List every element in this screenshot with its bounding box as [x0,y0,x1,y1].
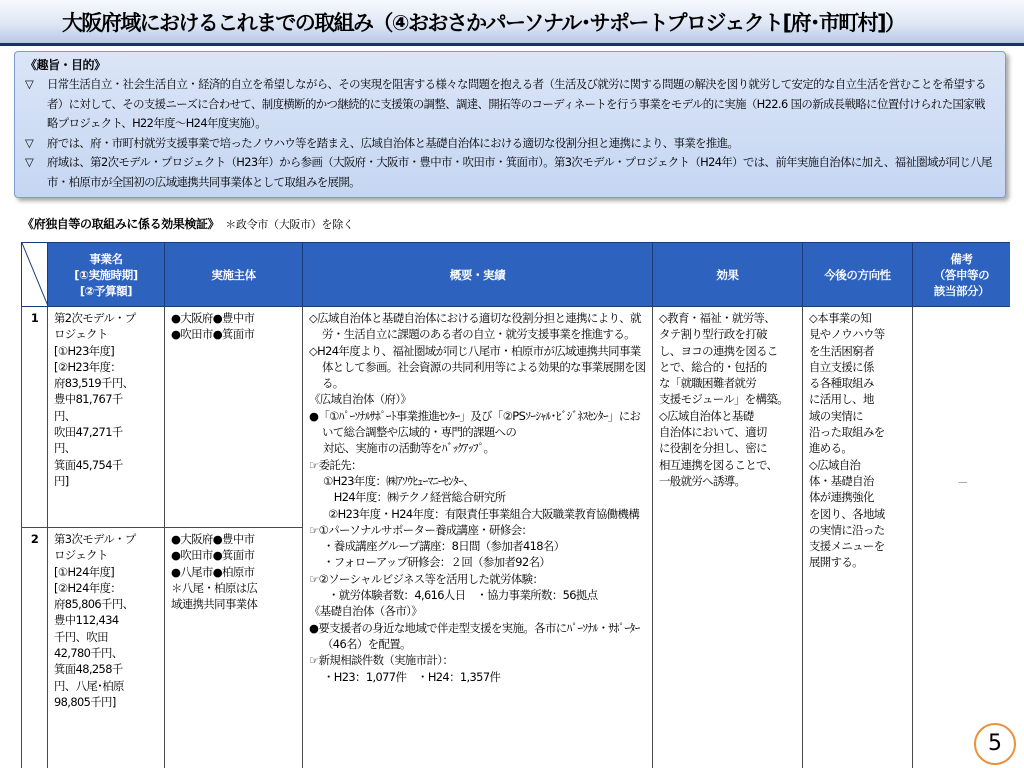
direction-line: 自立支援に係 [809,359,874,374]
project-name-line: 42,780千円、 [54,646,123,661]
purpose-heading: 《趣旨・目的》 [25,58,106,72]
summary-line: ◇H24年度より、福祉圏域が同じ八尾市・柏原市が広域連携共同事業体として参画。社会資源の共同利用等による効果的な事業展開を図る。 [309,343,646,391]
summary-line: ・H23：1,077件 ・H24：1,357件 [323,669,501,684]
direction-line: ◇広域自治 [809,457,861,472]
effect-line: 支援モジュール」を構築。 [659,392,789,407]
direction-line: を生活困窮者 [809,343,874,358]
purpose-paragraph: ▽ 府域は、第2次モデル・プロジェクト（H23年）から参画（大阪府・大阪市・豊中市・吹田市・箕面市）。第3次モデル・プロジェクト（H24年）では、前年実施自治体に加え、福祉圏域が同じ八尾市・柏原市が全国初の広域連携共同事業体として取組みを展開。 [25,155,992,189]
direction-line: 見やノウハウ等 [809,327,885,342]
project-name-line: 円、 [54,408,76,423]
effect-line: ◇教育・福祉・就労等、 [659,311,776,325]
summary-line: ☞新規相談件数（実施市計）： [309,653,454,668]
actor-line: ＊八尾・柏原は広 [171,580,258,595]
summary-line: ●要支援者の身近な地域で伴走型支援を実施。各市にﾊﾟｰｿﾅﾙ・ｻﾎﾟｰﾀｰ（46名）を配置。 [309,620,640,651]
project-name-line: 府83,519千円、 [54,376,134,391]
section-note: ＊政令市（大阪市）を除く [225,218,354,231]
direction-line: 展開する。 [809,555,863,570]
summary-line: ・フォローアップ研修会：２回（参加者92名） [323,555,551,570]
effect-line: 自治体において、適切 [659,425,767,440]
summary-line: ◇広域自治体と基礎自治体における適切な役割分担と連携により、就労・生活自立に課題のある者の自立・就労支援事業を推進する。 [309,311,641,342]
bullet-mark: ▽ [25,155,34,169]
summary-line: ・養成講座グループ講座：8日間（参加者418名） [323,539,565,554]
effect-cell [653,307,803,768]
section-heading: 《府独自等の取組みに係る効果検証》 [22,217,220,231]
summary-cell [303,307,653,768]
section-title [22,215,354,233]
row-number: 2 [22,528,48,768]
effect-line: な「就職困難者就労 [659,376,757,391]
project-name-line: 吹田47,271千 [54,425,123,440]
header-effect: 効果 [653,243,803,307]
direction-line: ◇本事業の知 [809,311,872,325]
table-row [22,307,1011,528]
direction-line: を図り、各地域 [809,506,885,521]
header-direction: 今後の方向性 [803,243,913,307]
summary-line: ②H23年度・H24年度：有限責任事業組合大阪職業教育協働機構 [328,506,640,521]
summary-line: ☞①パーソナルサポーター養成講座・研修会： [309,522,533,537]
effect-line: タテ割り型行政を打破 [659,327,767,342]
direction-line: 進める。 [809,441,853,456]
project-name-line: 箕面48,258千 [54,662,123,677]
actor-line: ●吹田市●箕面市 [171,327,255,342]
direction-line: る各種取組み [809,376,874,391]
summary-line: 《基礎自治体（各市）》 [309,604,422,619]
evaluation-table [21,242,1010,768]
project-name-line: 千円、吹田 [54,629,108,644]
project-name-line: [②H24年度： [54,580,122,595]
summary-line: ●「①ﾊﾟｰｿﾅﾙｻﾎﾟｰﾄ事業推進ｾﾝﾀｰ」及び「②PSｿｰｼｬﾙ･ﾋﾞｼﾞﾈｽｾﾝﾀｰ」において総合調整や広域的・専門的課題への [309,408,641,440]
effect-line: し、ヨコの連携を図るこ [659,343,778,358]
project-name-line: 府85,806千円、 [54,597,134,612]
effect-line: とで、総合的・包括的 [659,359,767,374]
summary-line: ☞委託先： [309,457,362,472]
project-name-line: 第3次モデル・プ [54,532,136,546]
actor-cell [165,528,303,768]
corner-cell [22,243,48,307]
bullet-mark: ▽ [25,135,34,150]
direction-cell [803,307,913,768]
summary-line: ・就労体験者数：4,616人日 ・協力事業所数：56拠点 [328,588,598,603]
project-name-line: [①H23年度] [54,343,115,358]
purpose-paragraph: ▽ 日常生活自立・社会生活自立・経済的自立を希望しながら、その実現を阻害する様々な問題を抱える者（生活及び就労に関する問題の解決を図り就労して安定的な自立生活を営むことを希望する者）に対して、その支援ニーズに合わせて、制度横断的かつ継続的に支援策の調整、調達、開拓等のコーディネートを行う事業をモデル的に実施（H22.6 国の新成長戦略に位置付けられた国家戦略プロジェクト、H22年度～H24年度実施）。 [25,77,986,130]
page-title: 大阪府域におけるこれまでの取組み（④おおさかパーソナル･サポートプロジェクト[府･市町村]） [62,11,905,35]
project-name-line: 円、八尾･柏原 [54,678,124,693]
summary-line: H24年度：㈱テクノ経営総合研究所 [323,490,506,505]
project-name-line: [②H23年度： [54,359,122,374]
header-name: 事業名 [①実施時期] [②予算額] [48,243,165,307]
summary-line: 《広域自治体（府）》 [309,392,412,407]
title-bar [0,0,1024,46]
direction-line: に活用し、地 [809,392,874,407]
project-name-line: 第2次モデル・プ [54,311,136,325]
purpose-paragraph: ▽ 府では、府・市町村就労支援事業で培ったノウハウ等を踏まえ、広域自治体と基礎自治体における適切な役割分担と連携により、事業を推進。 [25,134,995,154]
project-name-line: 円、 [54,441,76,456]
direction-line: の実情に沿った [809,522,885,537]
row-number: 1 [22,307,48,528]
direction-line: 体・基礎自治 [809,473,874,488]
project-name-line: 98,805千円] [54,694,116,709]
project-name-line: 箕面45,754千 [54,457,123,472]
purpose-box [14,51,1006,198]
actor-line: ●大阪府●豊中市 [171,311,255,325]
remarks-dash: － [957,476,968,491]
direction-line: 体が連携強化 [809,490,874,505]
summary-line: 対応、実施市の活動等をﾊﾞｯｸｱｯﾌﾟ。 [323,441,495,456]
header-remarks: 備考 （答申等の 該当部分） [913,243,1011,307]
actor-line: ●大阪府●豊中市 [171,532,255,546]
effect-line: 相互連携を図ることで、 [659,457,778,472]
summary-line: ☞②ソーシャルビジネス等を活用した就労体験： [309,571,544,586]
effect-line: 一般就労へ誘導。 [659,473,746,488]
project-name-line: 円] [54,473,69,488]
project-name-cell [48,528,165,768]
project-name-line: ロジェクト [54,327,108,342]
direction-line: 支援メニューを [809,539,885,554]
direction-line: 域の実情に [809,408,863,423]
actor-line: 域連携共同事業体 [171,597,258,612]
header-actor: 実施主体 [165,243,303,307]
page-number: 5 [974,723,1016,765]
direction-line: 沿った取組みを [809,425,885,440]
project-name-line: 豊中81,767千 [54,392,123,407]
project-name-line: 豊中112,434 [54,613,119,628]
actor-cell [165,307,303,528]
diagonal-line [22,243,48,306]
actor-line: ●八尾市●柏原市 [171,564,255,579]
project-name-line: [①H24年度] [54,564,115,579]
summary-line: ①H23年度：㈱ｱｿｳﾋｭｰﾏﾆｰｾﾝﾀｰ、 [323,473,475,488]
project-name-cell [48,307,165,528]
effect-line: に役割を分担し、密に [659,441,767,456]
remarks-cell [913,307,1011,768]
header-summary: 概要・実績 [303,243,653,307]
actor-line: ●吹田市●箕面市 [171,548,255,563]
bullet-mark: ▽ [25,77,34,91]
project-name-line: ロジェクト [54,548,108,563]
effect-line: ◇広域自治体と基礎 [659,408,754,423]
